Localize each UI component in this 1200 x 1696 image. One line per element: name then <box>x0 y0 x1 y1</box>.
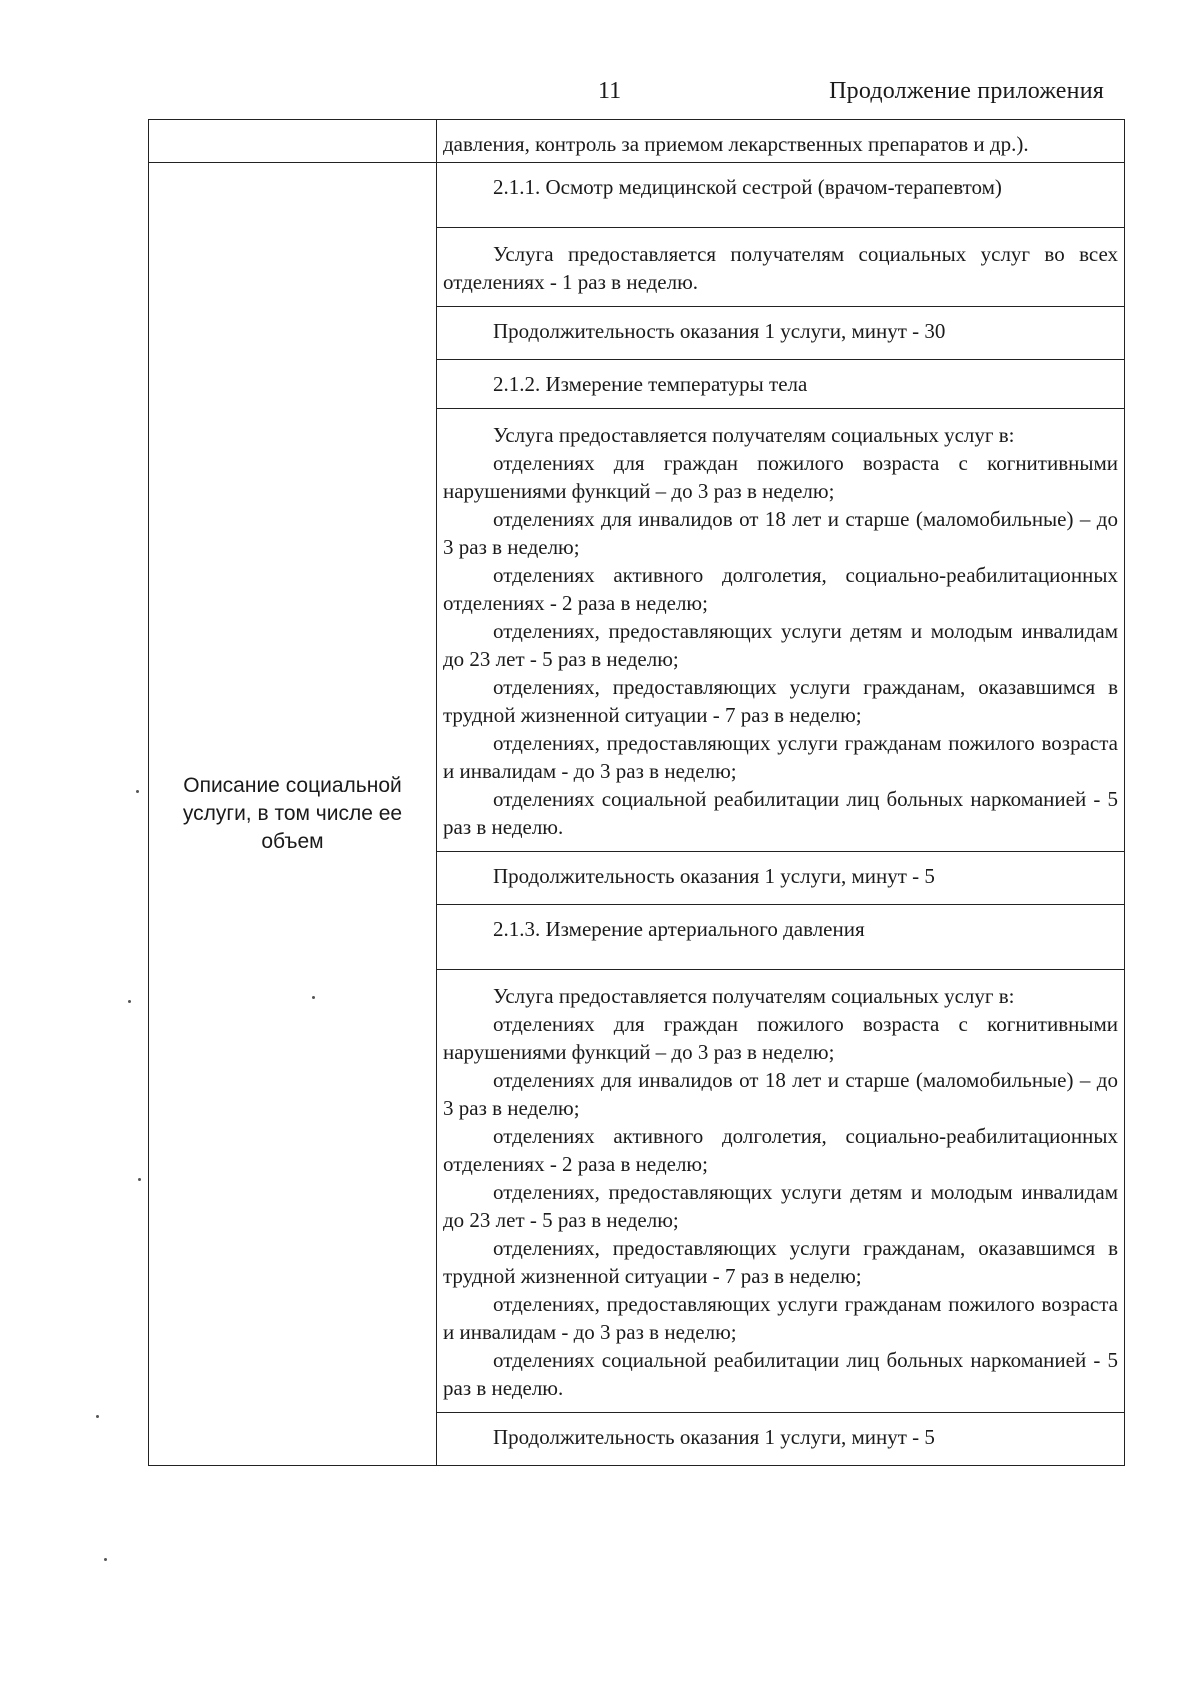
continuation-text: давления, контроль за приемом лекарственных препаратов и др.). <box>443 132 1029 156</box>
list-item: отделениях, предоставляющих услуги детям и молодым инвалидам до 23 лет - 5 раз в неделю; <box>443 619 1118 671</box>
service-intro: Услуга предоставляется получателям социальных услуг в: <box>493 423 1015 447</box>
list-item: отделениях, предоставляющих услуги гражданам пожилого возраста и инвалидам - до 3 раз в неделю; <box>443 731 1118 783</box>
service-description-cell <box>437 970 1125 1413</box>
service-description <box>437 970 1124 1412</box>
service-duration: Продолжительность оказания 1 услуги, минут - 30 <box>493 319 946 343</box>
service-heading: 2.1.1. Осмотр медицинской сестрой (врачом-терапевтом) <box>493 175 1002 199</box>
table-row-continuation <box>149 120 1125 163</box>
scan-speck <box>138 1178 141 1181</box>
service-heading-cell <box>437 360 1125 409</box>
list-item: отделениях для граждан пожилого возраста с когнитивными нарушениями функций – до 3 раз в неделю; <box>443 451 1118 503</box>
table-row <box>149 163 1125 228</box>
list-item: отделениях для инвалидов от 18 лет и старше (маломобильные) – до 3 раз в неделю; <box>443 507 1118 559</box>
service-description-label <box>149 163 437 1466</box>
list-item: отделениях социальной реабилитации лиц больных наркоманией - 5 раз в неделю. <box>443 1348 1118 1400</box>
service-description <box>437 228 1124 306</box>
list-item: отделениях, предоставляющих услуги гражданам пожилого возраста и инвалидам - до 3 раз в неделю; <box>443 1292 1118 1344</box>
service-duration: Продолжительность оказания 1 услуги, минут - 5 <box>493 1425 935 1449</box>
page-number: 11 <box>598 78 622 104</box>
scan-speck <box>136 790 139 793</box>
list-item: отделениях, предоставляющих услуги гражданам, оказавшимся в трудной жизненной ситуации - 7 раз в неделю; <box>443 1236 1118 1288</box>
left-label-text: Описание социальной услуги, в том числе ее объем <box>182 774 403 853</box>
service-heading: 2.1.2. Измерение температуры тела <box>493 372 808 396</box>
empty-left-cell <box>149 120 437 163</box>
list-item: отделениях активного долголетия, социально-реабилитационных отделениях - 2 раза в неделю; <box>443 563 1118 615</box>
scan-speck <box>96 1415 99 1418</box>
service-intro: Услуга предоставляется получателям социальных услуг во всех отделениях - 1 раз в неделю. <box>443 242 1118 294</box>
list-item: отделениях социальной реабилитации лиц больных наркоманией - 5 раз в неделю. <box>443 787 1118 839</box>
scan-speck <box>312 996 315 999</box>
service-duration-cell <box>437 852 1125 905</box>
service-heading-cell <box>437 905 1125 970</box>
scan-speck <box>128 1000 131 1003</box>
list-item: отделениях, предоставляющих услуги детям и молодым инвалидам до 23 лет - 5 раз в неделю; <box>443 1180 1118 1232</box>
service-description-cell <box>437 228 1125 307</box>
service-duration: Продолжительность оказания 1 услуги, минут - 5 <box>493 864 935 888</box>
list-item: отделениях, предоставляющих услуги гражданам, оказавшимся в трудной жизненной ситуации - 7 раз в неделю; <box>443 675 1118 727</box>
service-heading-cell <box>437 163 1125 228</box>
service-table <box>148 119 1125 1466</box>
page-header <box>0 78 1200 112</box>
service-description-cell <box>437 409 1125 852</box>
scan-speck <box>104 1558 107 1561</box>
list-item: отделениях активного долголетия, социально-реабилитационных отделениях - 2 раза в неделю; <box>443 1124 1118 1176</box>
service-heading: 2.1.3. Измерение артериального давления <box>493 917 865 941</box>
service-duration-cell <box>437 307 1125 360</box>
continuation-cell <box>437 120 1125 163</box>
service-intro: Услуга предоставляется получателям социальных услуг в: <box>493 984 1015 1008</box>
service-description <box>437 409 1124 851</box>
list-item: отделениях для граждан пожилого возраста с когнитивными нарушениями функций – до 3 раз в неделю; <box>443 1012 1118 1064</box>
service-duration-cell <box>437 1413 1125 1466</box>
list-item: отделениях для инвалидов от 18 лет и старше (маломобильные) – до 3 раз в неделю; <box>443 1068 1118 1120</box>
continuation-label: Продолжение приложения <box>829 78 1104 104</box>
